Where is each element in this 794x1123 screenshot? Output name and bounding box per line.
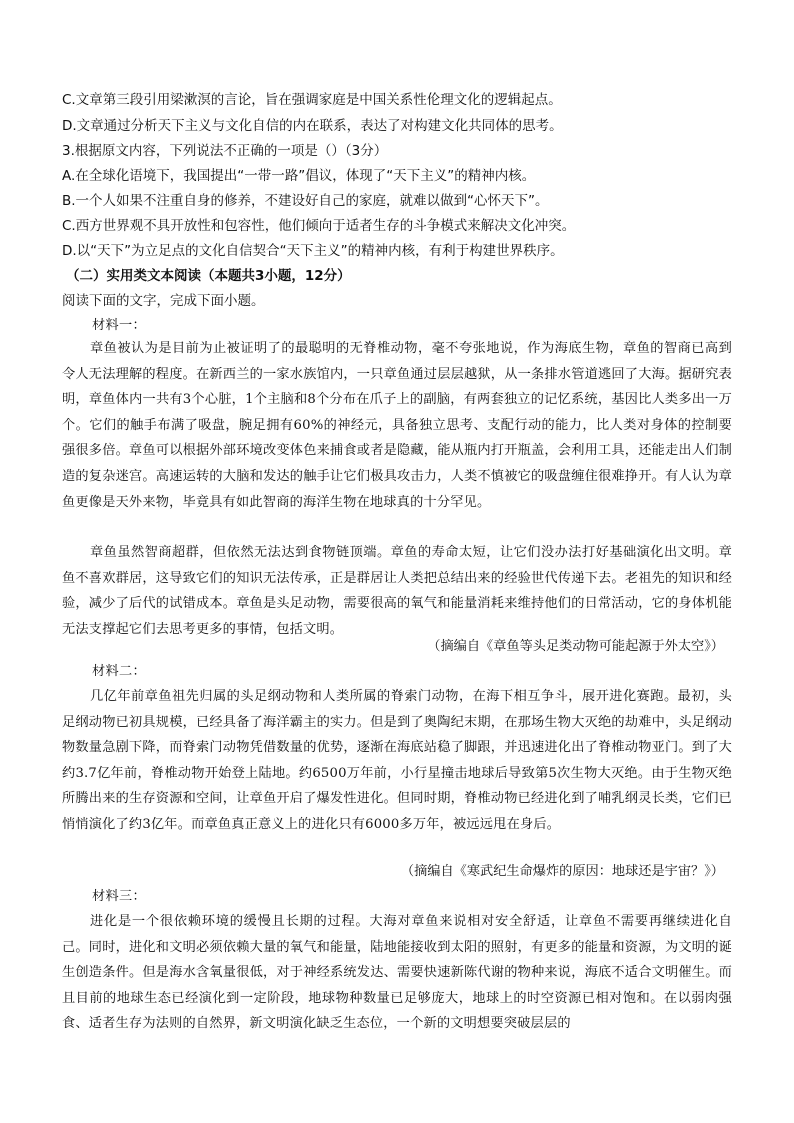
- option-c-top: C.文章第三段引用梁漱溟的言论，旨在强调家庭是中国关系性伦理文化的逻辑起点。: [62, 92, 562, 108]
- material-3-paragraph-1: 进化是一个很依赖环境的缓慢且长期的过程。大海对章鱼来说相对安全舒适，让章鱼不需要再继续进化自己。同时，进化和文明必须依赖大量的氧气和能量，陆地能接收到太阳的照射，有更多的能量和资源，为文明的诞生创造条件。但是海水含氧量很低，对于神经系统发达、需要快速新陈代谢的物种来说，海底不适合文明催生。而且目前的地球生态已经演化到一定阶段，地球物种数量已足够庞大，地球上的时空资源已相对饱和。在以弱肉强食、适者生存为法则的自然界，新文明演化缺乏生态位，一个新的文明想要突破层层的: [62, 914, 732, 1032]
- question-3-option-c: C.西方世界观不具开放性和包容性，他们倾向于适者生存的斗争模式来解决文化冲突。: [62, 218, 576, 234]
- option-d-top: D.文章通过分析天下主义与文化自信的内在联系，表达了对构建文化共同体的思考。: [62, 118, 563, 134]
- material-1-paragraph-2: 章鱼虽然智商超群，但依然无法达到食物链顶端。章鱼的寿命太短，让它们没办法打好基础演化出文明。章鱼不喜欢群居，这导致它们的知识无法传承，正是群居让人类把总结出来的经验世代传递下去。老祖先的知识和经验，减少了后代的试错成本。章鱼是头足动物，需要很高的氧气和能量消耗来维持他们的日常活动，它的身体机能无法支撑起它们去思考更多的事情，包括文明。: [62, 545, 732, 637]
- question-3-option-d: D.以“天下”为立足点的文化自信契合“天下主义”的精神内核，有利于构建世界秩序。: [62, 243, 564, 259]
- material-1-paragraph-1: 章鱼被认为是目前为止被证明了的最聪明的无脊椎动物，毫不夸张地说，作为海底生物，章鱼的智商已高到令人无法理解的程度。在新西兰的一家水族馆内，一只章鱼通过层层越狱，从一条排水管道逃回了大海。据研究表明，章鱼体内一共有3个心脏，1个主脑和8个分布在爪子上的副脑，有两套独立的记忆系统，基因比人类多出一万个。它们的触手布满了吸盘，腕足拥有60%的神经元，具备独立思考、支配行动的能力，比人类对身体的控制要强很多倍。章鱼可以根据外部环境改变体色来捕食或者是隐藏，能从瓶内打开瓶盖，会利用工具，还能走出人们制造的复杂迷宫。高速运转的大脑和发达的触手让它们极具攻击力，人类不慎被它的吸盘缠住很难挣开。有人认为章鱼更像是天外来物，毕竟具有如此智商的海洋生物在地球真的十分罕见。: [62, 341, 732, 510]
- material-1-label: 材料一：: [92, 318, 146, 333]
- material-3-label: 材料三：: [92, 889, 146, 904]
- question-3-stem: 3.根据原文内容，下列说法不正确的一项是（）（3分）: [62, 143, 388, 159]
- material-1-source: （摘编自《章鱼等头足类动物可能起源于外太空》）: [427, 639, 724, 654]
- section-heading: （二）实用类文本阅读（本题共3小题，12分）: [66, 268, 351, 284]
- material-2-label: 材料二：: [92, 664, 146, 679]
- material-2-source: （摘编自《寒武纪生命爆炸的原因：地球还是宇宙？》）: [400, 864, 724, 879]
- question-3-option-b: B.一个人如果不注重自身的修养，不建设好自己的家庭，就难以做到“心怀天下”。: [62, 193, 549, 209]
- material-2-paragraph-1: 几亿年前章鱼祖先归属的头足纲动物和人类所属的脊索门动物，在海下相互争斗，展开进化赛跑。最初，头足纲动物已初具规模，已经具备了海洋霸主的实力。但是到了奥陶纪末期，在那场生物大灭绝的劫难中，头足纲动物数量急剧下降，而脊索门动物凭借数量的优势，逐渐在海底站稳了脚跟，并迅速进化出了脊椎动物亚门。到了大约3.7亿年前，脊椎动物开始登上陆地。约6500万年前，小行星撞击地球后导致第5次生物大灭绝。由于生物灭绝所腾出来的生存资源和空间，让章鱼开启了爆发性进化。但同时期，脊椎动物已经进化到了哺乳纲灵长类，它们已悄悄演化了约3亿年。而章鱼真正意义上的进化只有6000多万年，被远远甩在身后。: [62, 689, 732, 832]
- section-instruction: 阅读下面的文字，完成下面小题。: [62, 293, 265, 309]
- question-3-option-a: A.在全球化语境下，我国提出“一带一路”倡议，体现了“天下主义”的精神内核。: [62, 168, 536, 184]
